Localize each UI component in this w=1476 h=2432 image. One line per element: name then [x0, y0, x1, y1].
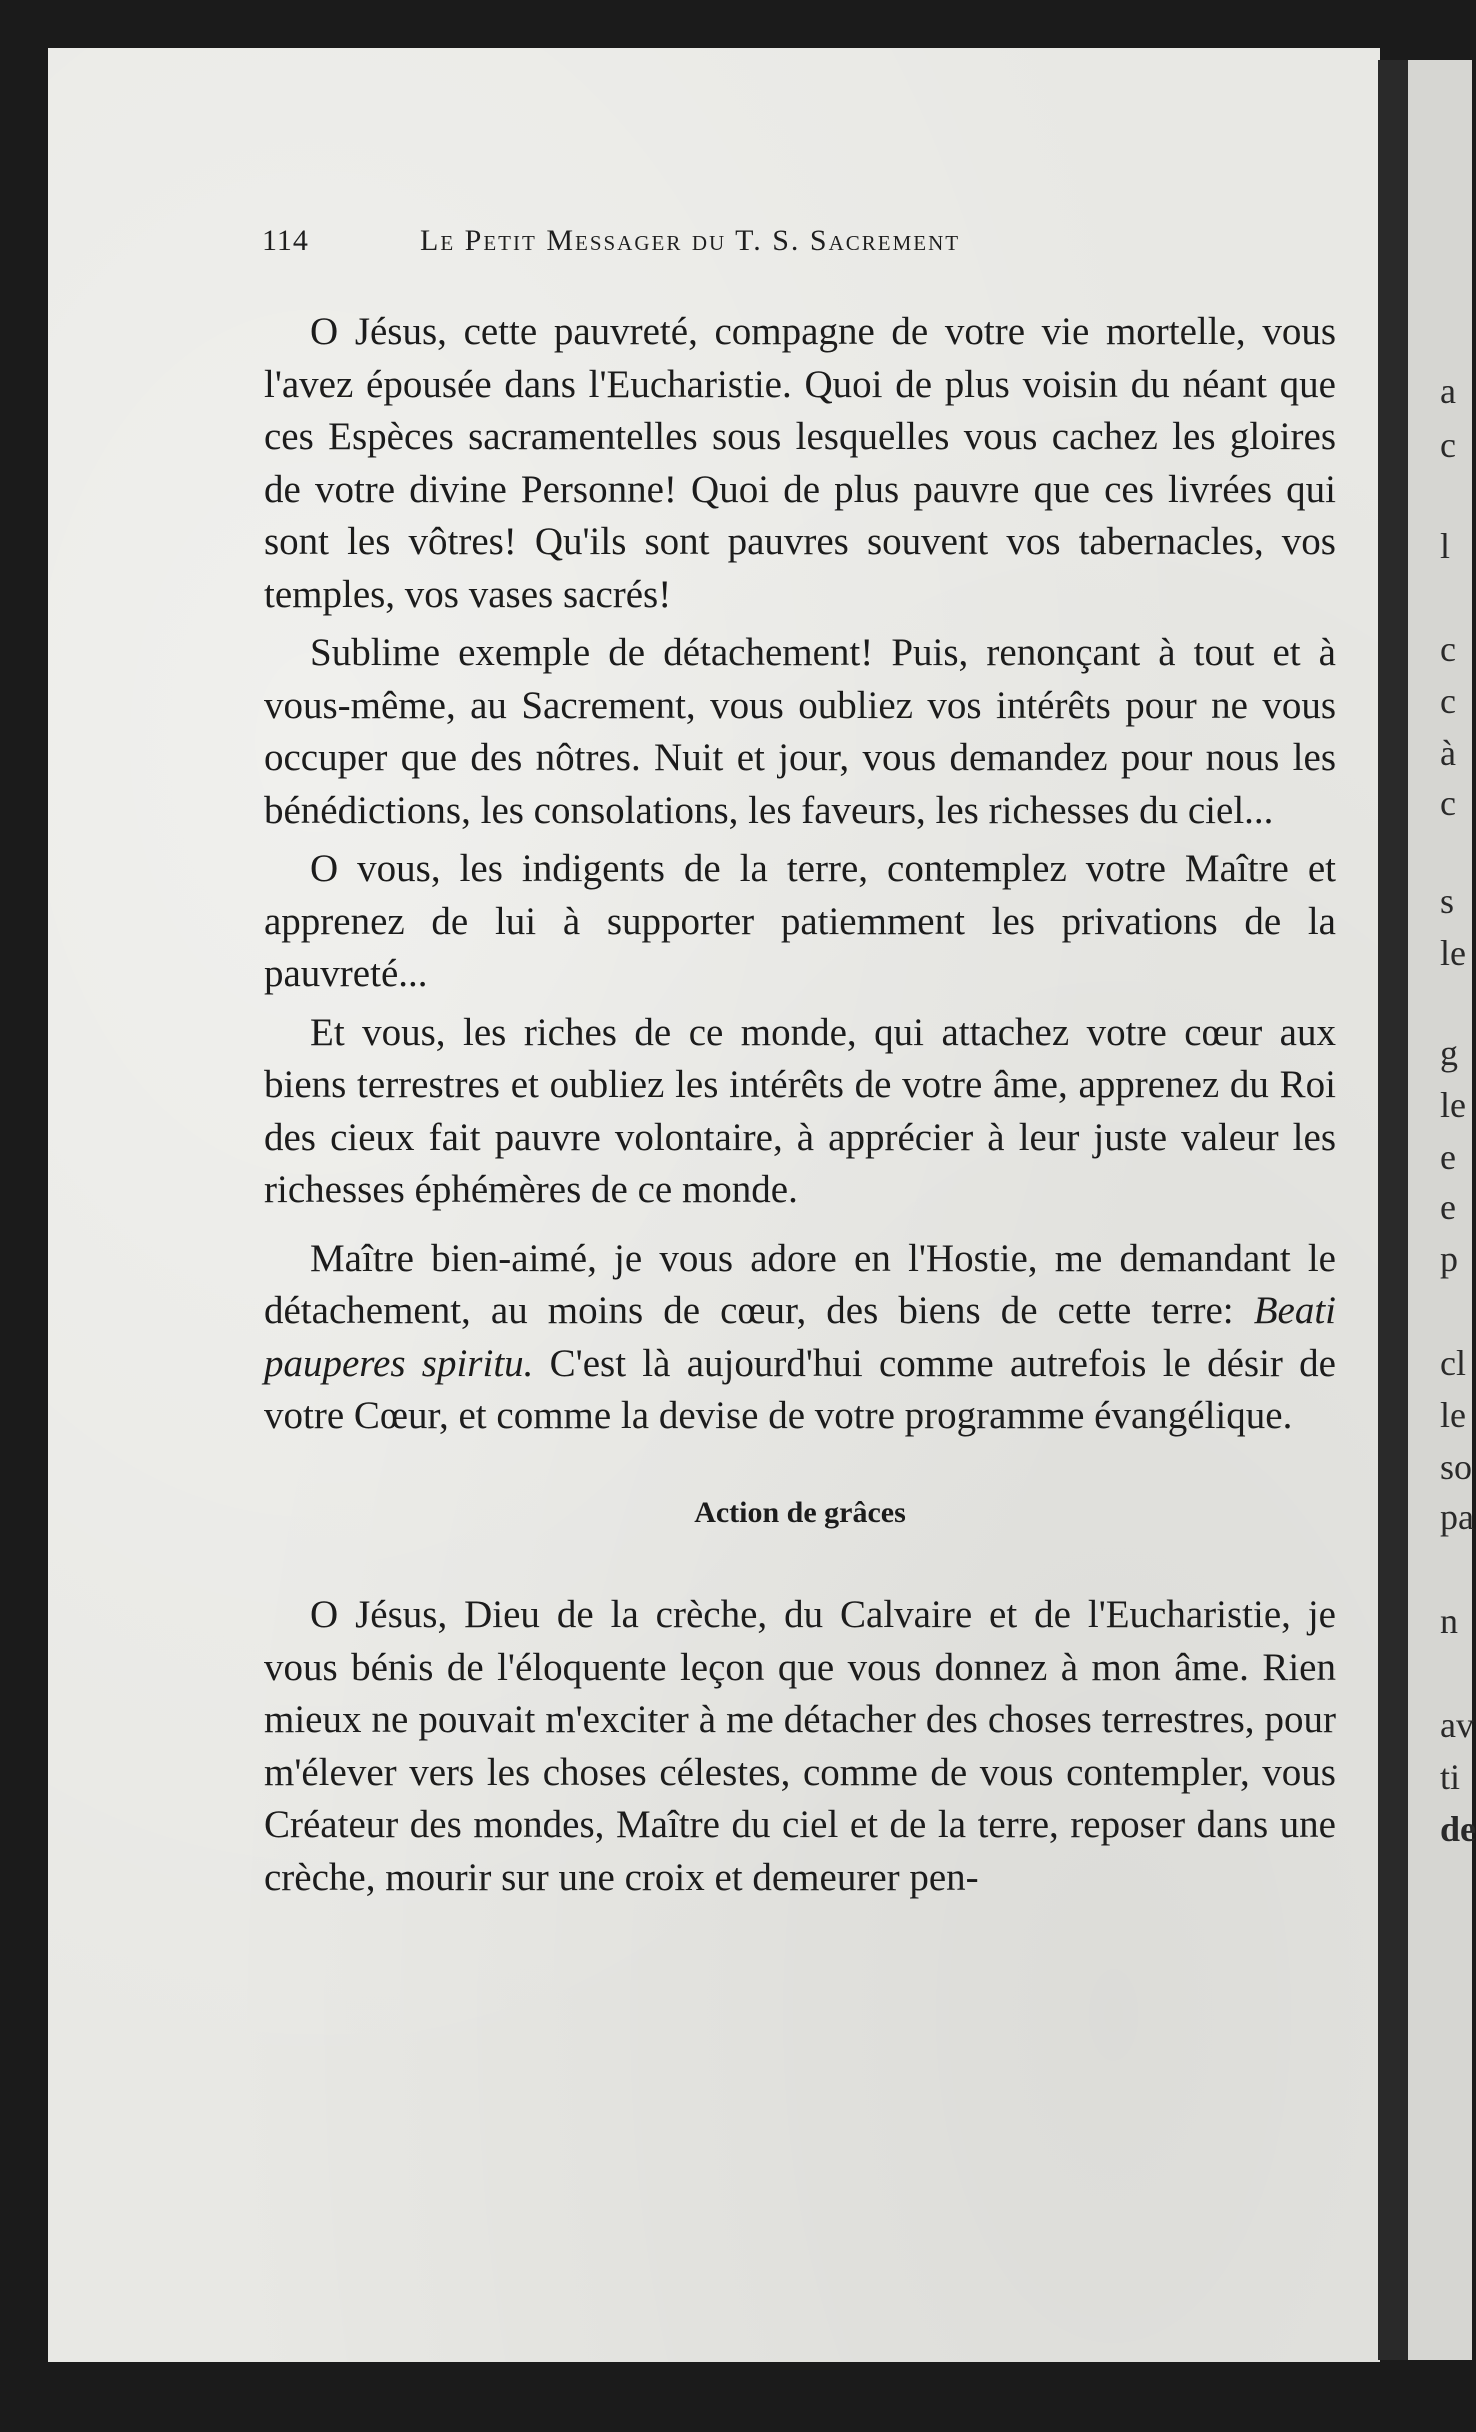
facing-page-fragment: pa [1440, 1497, 1474, 1537]
paragraph: O vous, les indigents de la terre, contemplez votre Maître et apprenez de lui à supporter patiemment les privations de la pauvreté... [264, 847, 1336, 995]
facing-page-fragment: à [1440, 733, 1456, 773]
facing-page-fragment: av [1440, 1705, 1474, 1745]
paragraph-text: C'est là aujourd'hui comme autrefois le désir de votre Cœur, et comme la devise de votre programme évangélique. [264, 1341, 1336, 1437]
paragraph: O Jésus, cette pauvreté, compagne de votre vie mortelle, vous l'avez épousée dans l'Eucharistie. Quoi de plus voisin du néant que ces Espèces sacramentelles sous lesquelles vous cachez les gloires de votre divine Personne! Quoi de plus pauvre que ces livrées qui sont les vôtres! Qu'ils sont pauvres souvent vos tabernacles, vos temples, vos vases sacrés! [264, 310, 1336, 616]
body-text [264, 306, 1336, 1904]
facing-page-fragment: e [1440, 1137, 1456, 1177]
facing-page-fragment: c [1440, 425, 1456, 465]
facing-page-fragment: p [1440, 1239, 1458, 1279]
facing-page-fragment: le [1440, 1085, 1466, 1125]
facing-page-fragment: c [1440, 629, 1456, 669]
facing-page-fragment: e [1440, 1187, 1456, 1227]
running-title: Le Petit Messager du T. S. Sacrement [420, 224, 961, 257]
latin-quote: Beati pauperes spiritu. [264, 1289, 1336, 1385]
facing-page-fragment: c [1440, 783, 1456, 823]
paragraph-with-latin-quote [264, 1233, 1336, 1443]
facing-page-fragment: a [1440, 371, 1456, 411]
facing-page-fragment: l [1440, 526, 1451, 566]
section-heading: Action de grâces [694, 1495, 906, 1529]
facing-page-fragment: le [1440, 1395, 1466, 1435]
paragraph: Et vous, les riches de ce monde, qui attachez votre cœur aux biens terrestres et oubliez les intérêts de votre âme, apprenez du Roi des cieux fait pauvre volontaire, à apprécier à leur juste valeur les richesses éphémères de ce monde. [264, 1010, 1336, 1211]
facing-page-edge [1408, 60, 1476, 2360]
facing-page-fragment: cl [1440, 1343, 1466, 1383]
facing-page-fragment: de [1440, 1809, 1476, 1849]
book-spine [1378, 60, 1408, 2360]
paragraph-text: Maître bien-aimé, je vous adore en l'Hostie, me demandant le détachement, au moins de cœur, des biens de cette terre: [264, 1236, 1336, 1332]
paragraph: Sublime exemple de détachement! Puis, renonçant à tout et à vous-même, au Sacrement, vous oubliez vos intérêts pour ne vous occuper que des nôtres. Nuit et jour, vous demandez pour nous les bénédictions, les consolations, les faveurs, les richesses du ciel... [264, 631, 1336, 832]
facing-page-fragment: ti [1440, 1757, 1461, 1797]
facing-page-fragment: s [1440, 881, 1455, 921]
paragraph: O Jésus, Dieu de la crèche, du Calvaire et de l'Eucharistie, je vous bénis de l'éloquente leçon que vous donnez à mon âme. Rien mieux ne pouvait m'exciter à me détacher des choses terrestres, pour m'élever vers les choses célestes, comme de vous contempler, vous Créateur des mondes, Maître du ciel et de la terre, reposer dans une crèche, mourir sur une croix et demeurer pen- [264, 1593, 1336, 1899]
facing-page-fragment: so [1440, 1447, 1473, 1487]
facing-page-fragment: g [1440, 1033, 1458, 1073]
facing-page-fragment: n [1440, 1601, 1458, 1641]
page-number: 114 [262, 224, 309, 257]
facing-page-fragment: le [1440, 933, 1466, 973]
facing-page-fragment: c [1440, 681, 1456, 721]
